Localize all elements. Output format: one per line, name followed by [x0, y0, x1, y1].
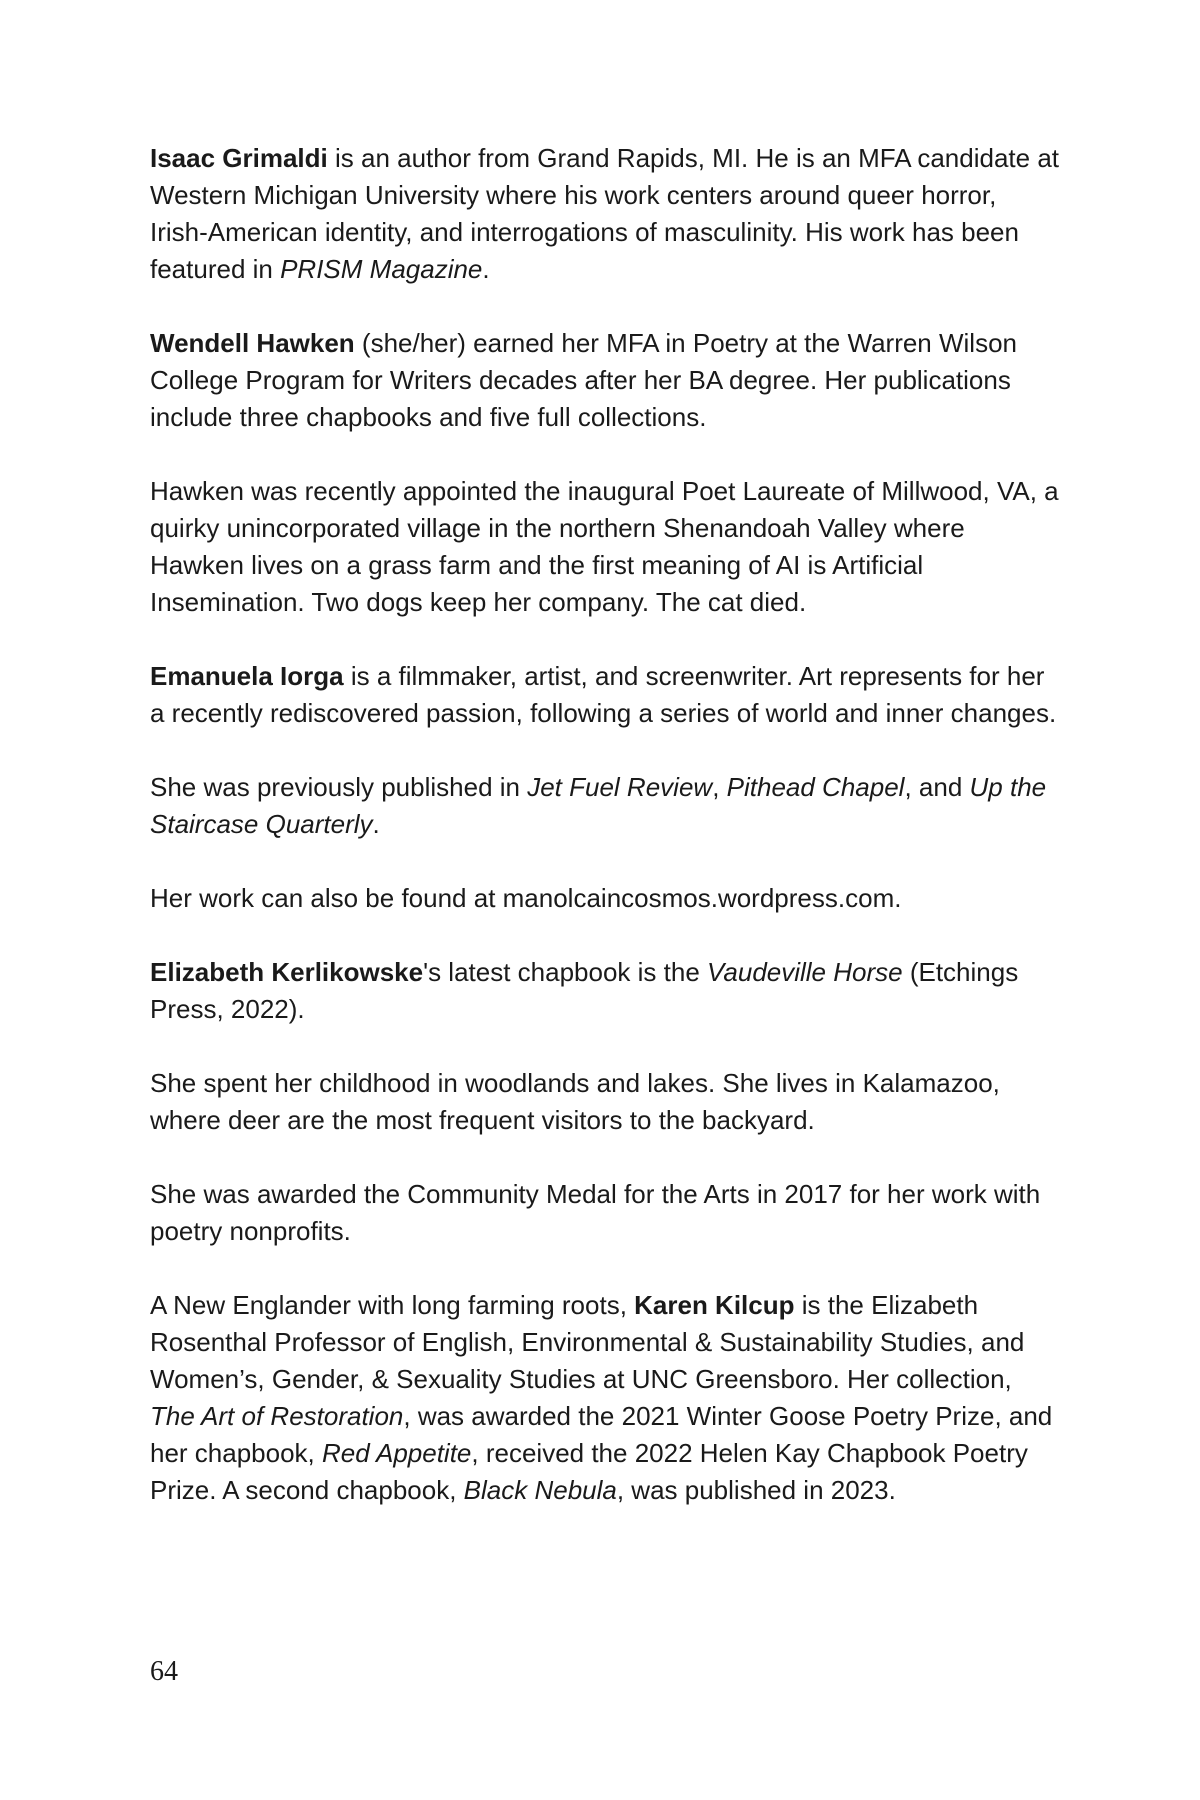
bio-elizabeth-kerlikowske — [150, 954, 1060, 1028]
bio-elizabeth-kerlikowske-3: She was awarded the Community Medal for the Arts in 2017 for her work with poetry nonprofits. — [150, 1179, 1041, 1246]
bio-text: is a filmmaker, artist, and screenwriter. Art represents for her a recently rediscovered passion, following a series of world and inner changes. — [150, 661, 1057, 728]
bio-wendell-hawken-2: Hawken was recently appointed the inaugural Poet Laureate of Millwood, VA, a quirky unincorporated village in the northern Shenandoah Valley where Hawken lives on a grass farm and the first meaning of AI is Artificial Insemination. Two dogs keep her company. The cat died. — [150, 476, 1059, 617]
bio-elizabeth-kerlikowske-2: She spent her childhood in woodlands and lakes. She lives in Kalamazoo, where deer are the most frequent visitors to the backyard. — [150, 1068, 1000, 1135]
bio-text: is an author from Grand Rapids, MI. He is an MFA candidate at Western Michigan University where his work centers around queer horror, Irish-American identity, and interrogations of masculinity. His work has been featured in — [150, 143, 1060, 284]
publication-title: Black Nebula — [463, 1475, 617, 1505]
bio-text: 's latest chapbook is the — [423, 957, 708, 987]
bio-text: , was published in 2023. — [616, 1475, 896, 1505]
contributor-bios — [150, 140, 1060, 1509]
publication-title: The Art of Restoration — [150, 1401, 404, 1431]
bio-text: , — [712, 772, 727, 802]
bio-karen-kilcup — [150, 1287, 1060, 1509]
publication-title: PRISM Magazine — [280, 254, 483, 284]
bio-text: , and — [904, 772, 970, 802]
publication-title: Up the Staircase Quarterly — [150, 772, 1047, 839]
author-name: Karen Kilcup — [634, 1290, 795, 1320]
publication-title: Pithead Chapel — [726, 772, 905, 802]
bio-text: . — [482, 254, 490, 284]
bio-text: She was previously published in — [150, 772, 528, 802]
author-name: Isaac Grimaldi — [150, 143, 328, 173]
page-number: 64 — [150, 1656, 178, 1687]
bio-text: is the Elizabeth Rosenthal Professor of English, Environmental & Sustainability Studies, and Women’s, Gender, & Sexuality Studies at UNC Greensboro. Her collection, — [150, 1290, 1025, 1394]
bio-emanuela-iorga-3: Her work can also be found at manolcaincosmos.wordpress.com. — [150, 883, 902, 913]
publication-title: Vaudeville Horse — [707, 957, 903, 987]
bio-text: (she/her) earned her MFA in Poetry at the Warren Wilson College Program for Writers decades after her BA degree. Her publications include three chapbooks and five full collections. — [150, 328, 1018, 432]
author-name: Elizabeth Kerlikowske — [150, 957, 424, 987]
publication-title: Red Appetite — [322, 1438, 472, 1468]
bio-emanuela-iorga — [150, 658, 1060, 732]
author-name: Emanuela Iorga — [150, 661, 344, 691]
bio-text: (Etchings Press, 2022). — [150, 957, 1019, 1024]
bio-text: , was awarded the 2021 Winter Goose Poetry Prize, and her chapbook, — [150, 1401, 1053, 1468]
bio-isaac-grimaldi — [150, 140, 1060, 288]
author-name: Wendell Hawken — [150, 328, 355, 358]
bio-text: A New Englander with long farming roots, — [150, 1290, 635, 1320]
bio-emanuela-iorga-2 — [150, 769, 1060, 843]
publication-title: Jet Fuel Review — [527, 772, 713, 802]
bio-text: , received the 2022 Helen Kay Chapbook Poetry Prize. A second chapbook, — [150, 1438, 1028, 1505]
bio-text: . — [372, 809, 380, 839]
bio-wendell-hawken — [150, 325, 1060, 436]
